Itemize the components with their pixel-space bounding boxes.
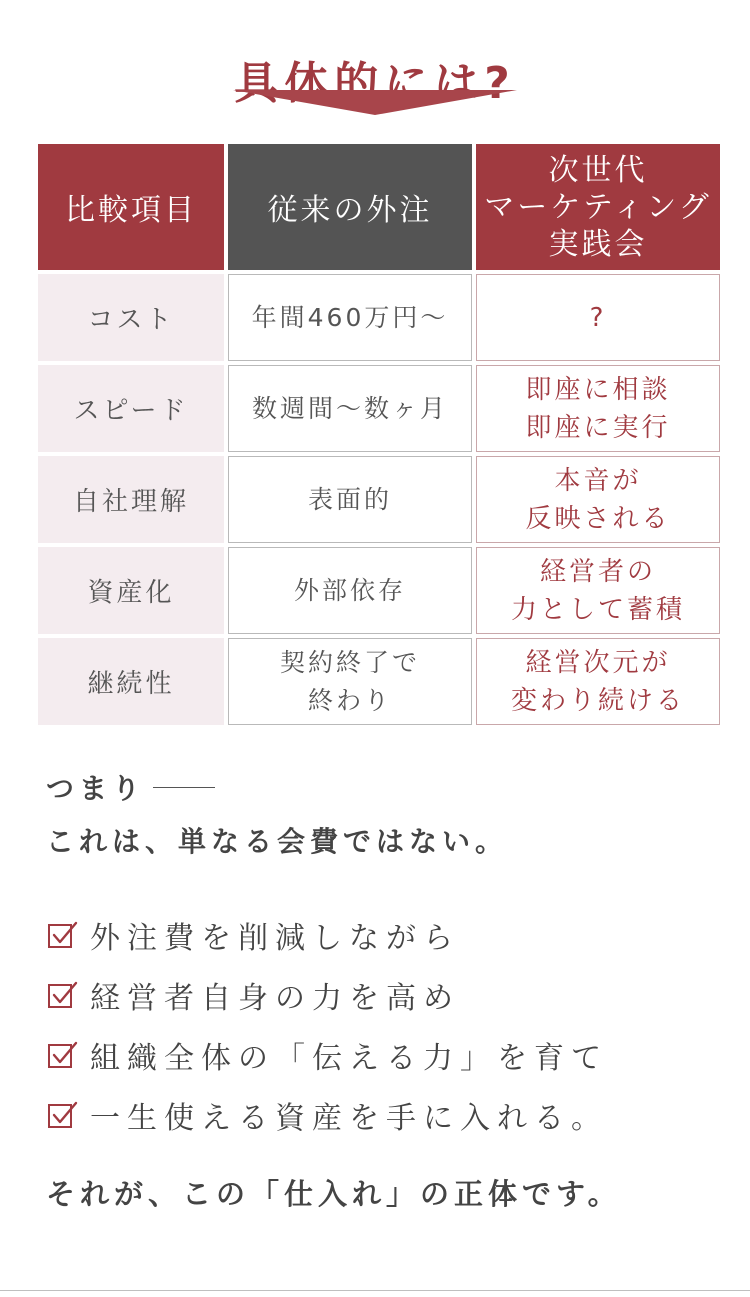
row-conventional-value: 表面的 bbox=[228, 456, 472, 543]
summary-lead: つまり bbox=[46, 772, 146, 805]
checkbox-checked-icon bbox=[46, 1038, 80, 1072]
summary-statement: これは、単なる会費ではない。 bbox=[46, 825, 509, 858]
row-conventional-value: 年間460万円〜 bbox=[228, 274, 472, 361]
down-triangle-icon bbox=[233, 90, 517, 115]
comparison-table bbox=[34, 140, 724, 729]
table-row bbox=[38, 638, 720, 725]
checkbox-checked-icon bbox=[46, 1098, 80, 1132]
checklist-text: 経営者自身の力を高め bbox=[90, 981, 460, 1016]
row-item-label: 自社理解 bbox=[38, 456, 224, 543]
header-conventional: 従来の外注 bbox=[228, 144, 472, 270]
row-next-gen-value: ? bbox=[476, 274, 720, 361]
row-conventional-value: 外部依存 bbox=[228, 547, 472, 634]
checkbox-checked-icon bbox=[46, 918, 80, 952]
table-row bbox=[38, 456, 720, 543]
row-conventional-value: 数週間〜数ヶ月 bbox=[228, 365, 472, 452]
row-next-gen-value: 経営次元が 変わり続ける bbox=[476, 638, 720, 725]
row-item-label: コスト bbox=[38, 274, 224, 361]
benefit-checklist bbox=[46, 905, 608, 1145]
table-row bbox=[38, 547, 720, 634]
table-header-row bbox=[38, 144, 720, 270]
table-row bbox=[38, 365, 720, 452]
bottom-divider bbox=[0, 1290, 750, 1291]
row-item-label: スピード bbox=[38, 365, 224, 452]
row-conventional-value: 契約終了で 終わり bbox=[228, 638, 472, 725]
checklist-text: 外注費を削減しながら bbox=[90, 921, 460, 956]
row-next-gen-value: 即座に相談 即座に実行 bbox=[476, 365, 720, 452]
checklist-text: 組織全体の「伝える力」を育て bbox=[90, 1041, 608, 1076]
row-item-label: 継続性 bbox=[38, 638, 224, 725]
list-item bbox=[46, 1085, 608, 1145]
list-item bbox=[46, 905, 608, 965]
page-heading: 具体的には? bbox=[234, 58, 516, 110]
table-row bbox=[38, 274, 720, 361]
closing-statement: それが、この「仕入れ」の正体です。 bbox=[46, 1177, 622, 1211]
list-item bbox=[46, 965, 608, 1025]
checkbox-checked-icon bbox=[46, 978, 80, 1012]
list-item bbox=[46, 1025, 608, 1085]
row-next-gen-value: 本音が 反映される bbox=[476, 456, 720, 543]
summary-block bbox=[46, 766, 508, 862]
row-next-gen-value: 経営者の 力として蓄積 bbox=[476, 547, 720, 634]
header-next-gen: 次世代 マーケティング 実践会 bbox=[476, 144, 720, 270]
summary-divider bbox=[153, 787, 215, 788]
row-item-label: 資産化 bbox=[38, 547, 224, 634]
header-item: 比較項目 bbox=[38, 144, 224, 270]
checklist-text: 一生使える資産を手に入れる。 bbox=[90, 1101, 608, 1136]
